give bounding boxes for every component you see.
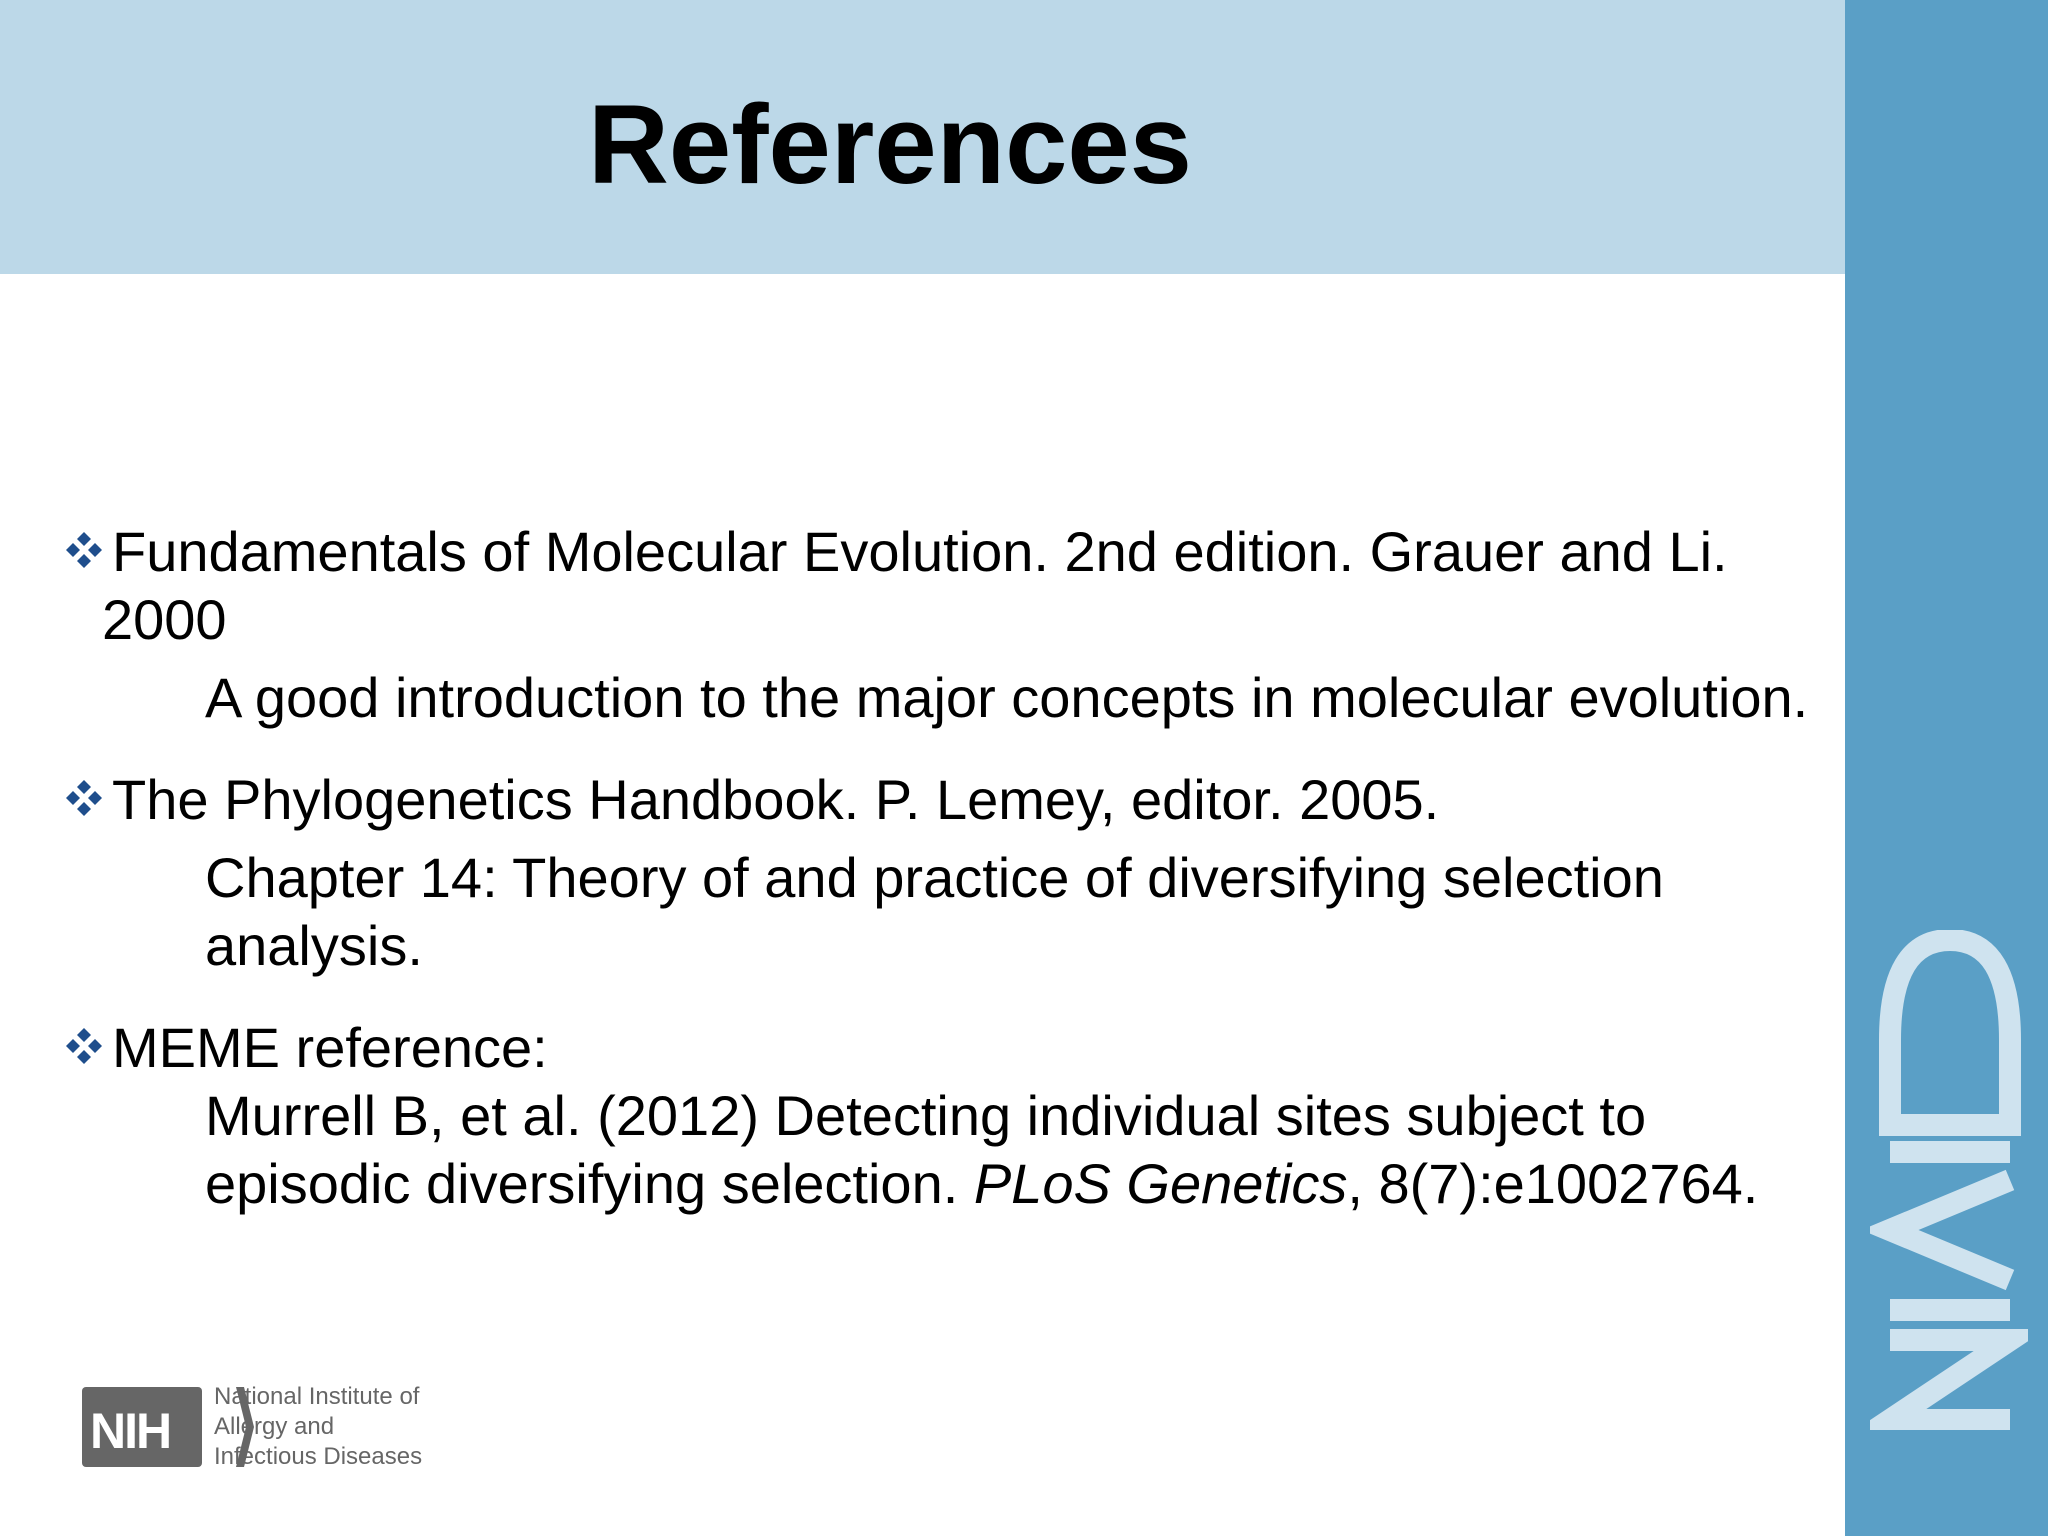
diamond-bullet-icon [64, 1026, 104, 1066]
reference-note-line: Murrell B, et al. (2012) Detecting individual sites subject to [205, 1084, 1647, 1147]
reference-list [64, 518, 1844, 1218]
reference-item [64, 518, 1844, 732]
reference-heading [64, 518, 1844, 654]
nih-text-line: National Institute of [214, 1383, 420, 1410]
reference-note-line: Chapter 14: Theory of and practice of diversifying selection [205, 846, 1664, 909]
journal-name: PLoS Genetics [973, 1152, 1348, 1215]
reference-title: The Phylogenetics Handbook. P. Lemey, editor. 2005. [112, 768, 1440, 831]
nih-text-line: Infectious Diseases [214, 1443, 423, 1470]
reference-year: 2000 [102, 588, 227, 651]
diamond-bullet-icon [64, 778, 104, 818]
slide-title: References [588, 82, 1192, 207]
reference-item [64, 766, 1844, 980]
nih-letters: NIH [90, 1403, 171, 1459]
reference-title: Fundamentals of Molecular Evolution. 2nd edition. Grauer and Li. [112, 520, 1728, 583]
nih-logo [82, 1382, 432, 1468]
citation-tail: , 8(7):e1002764. [1347, 1152, 1759, 1215]
nih-text-line: Allergy and [214, 1413, 335, 1440]
reference-heading [64, 1014, 1844, 1082]
nih-logo-box [82, 1387, 202, 1467]
reference-note-line: analysis. [205, 914, 423, 977]
reference-note [205, 844, 1845, 980]
reference-heading [64, 766, 1844, 834]
niaid-logo [1870, 930, 2028, 1430]
reference-note: A good introduction to the major concepts in molecular evolution. [205, 666, 1809, 729]
reference-note [205, 1082, 1845, 1218]
reference-item [64, 1014, 1844, 1218]
reference-note-line: episodic diversifying selection. [205, 1152, 974, 1215]
reference-title: MEME reference: [112, 1016, 548, 1079]
diamond-bullet-icon [64, 530, 104, 570]
nih-institute-name [214, 1382, 422, 1472]
